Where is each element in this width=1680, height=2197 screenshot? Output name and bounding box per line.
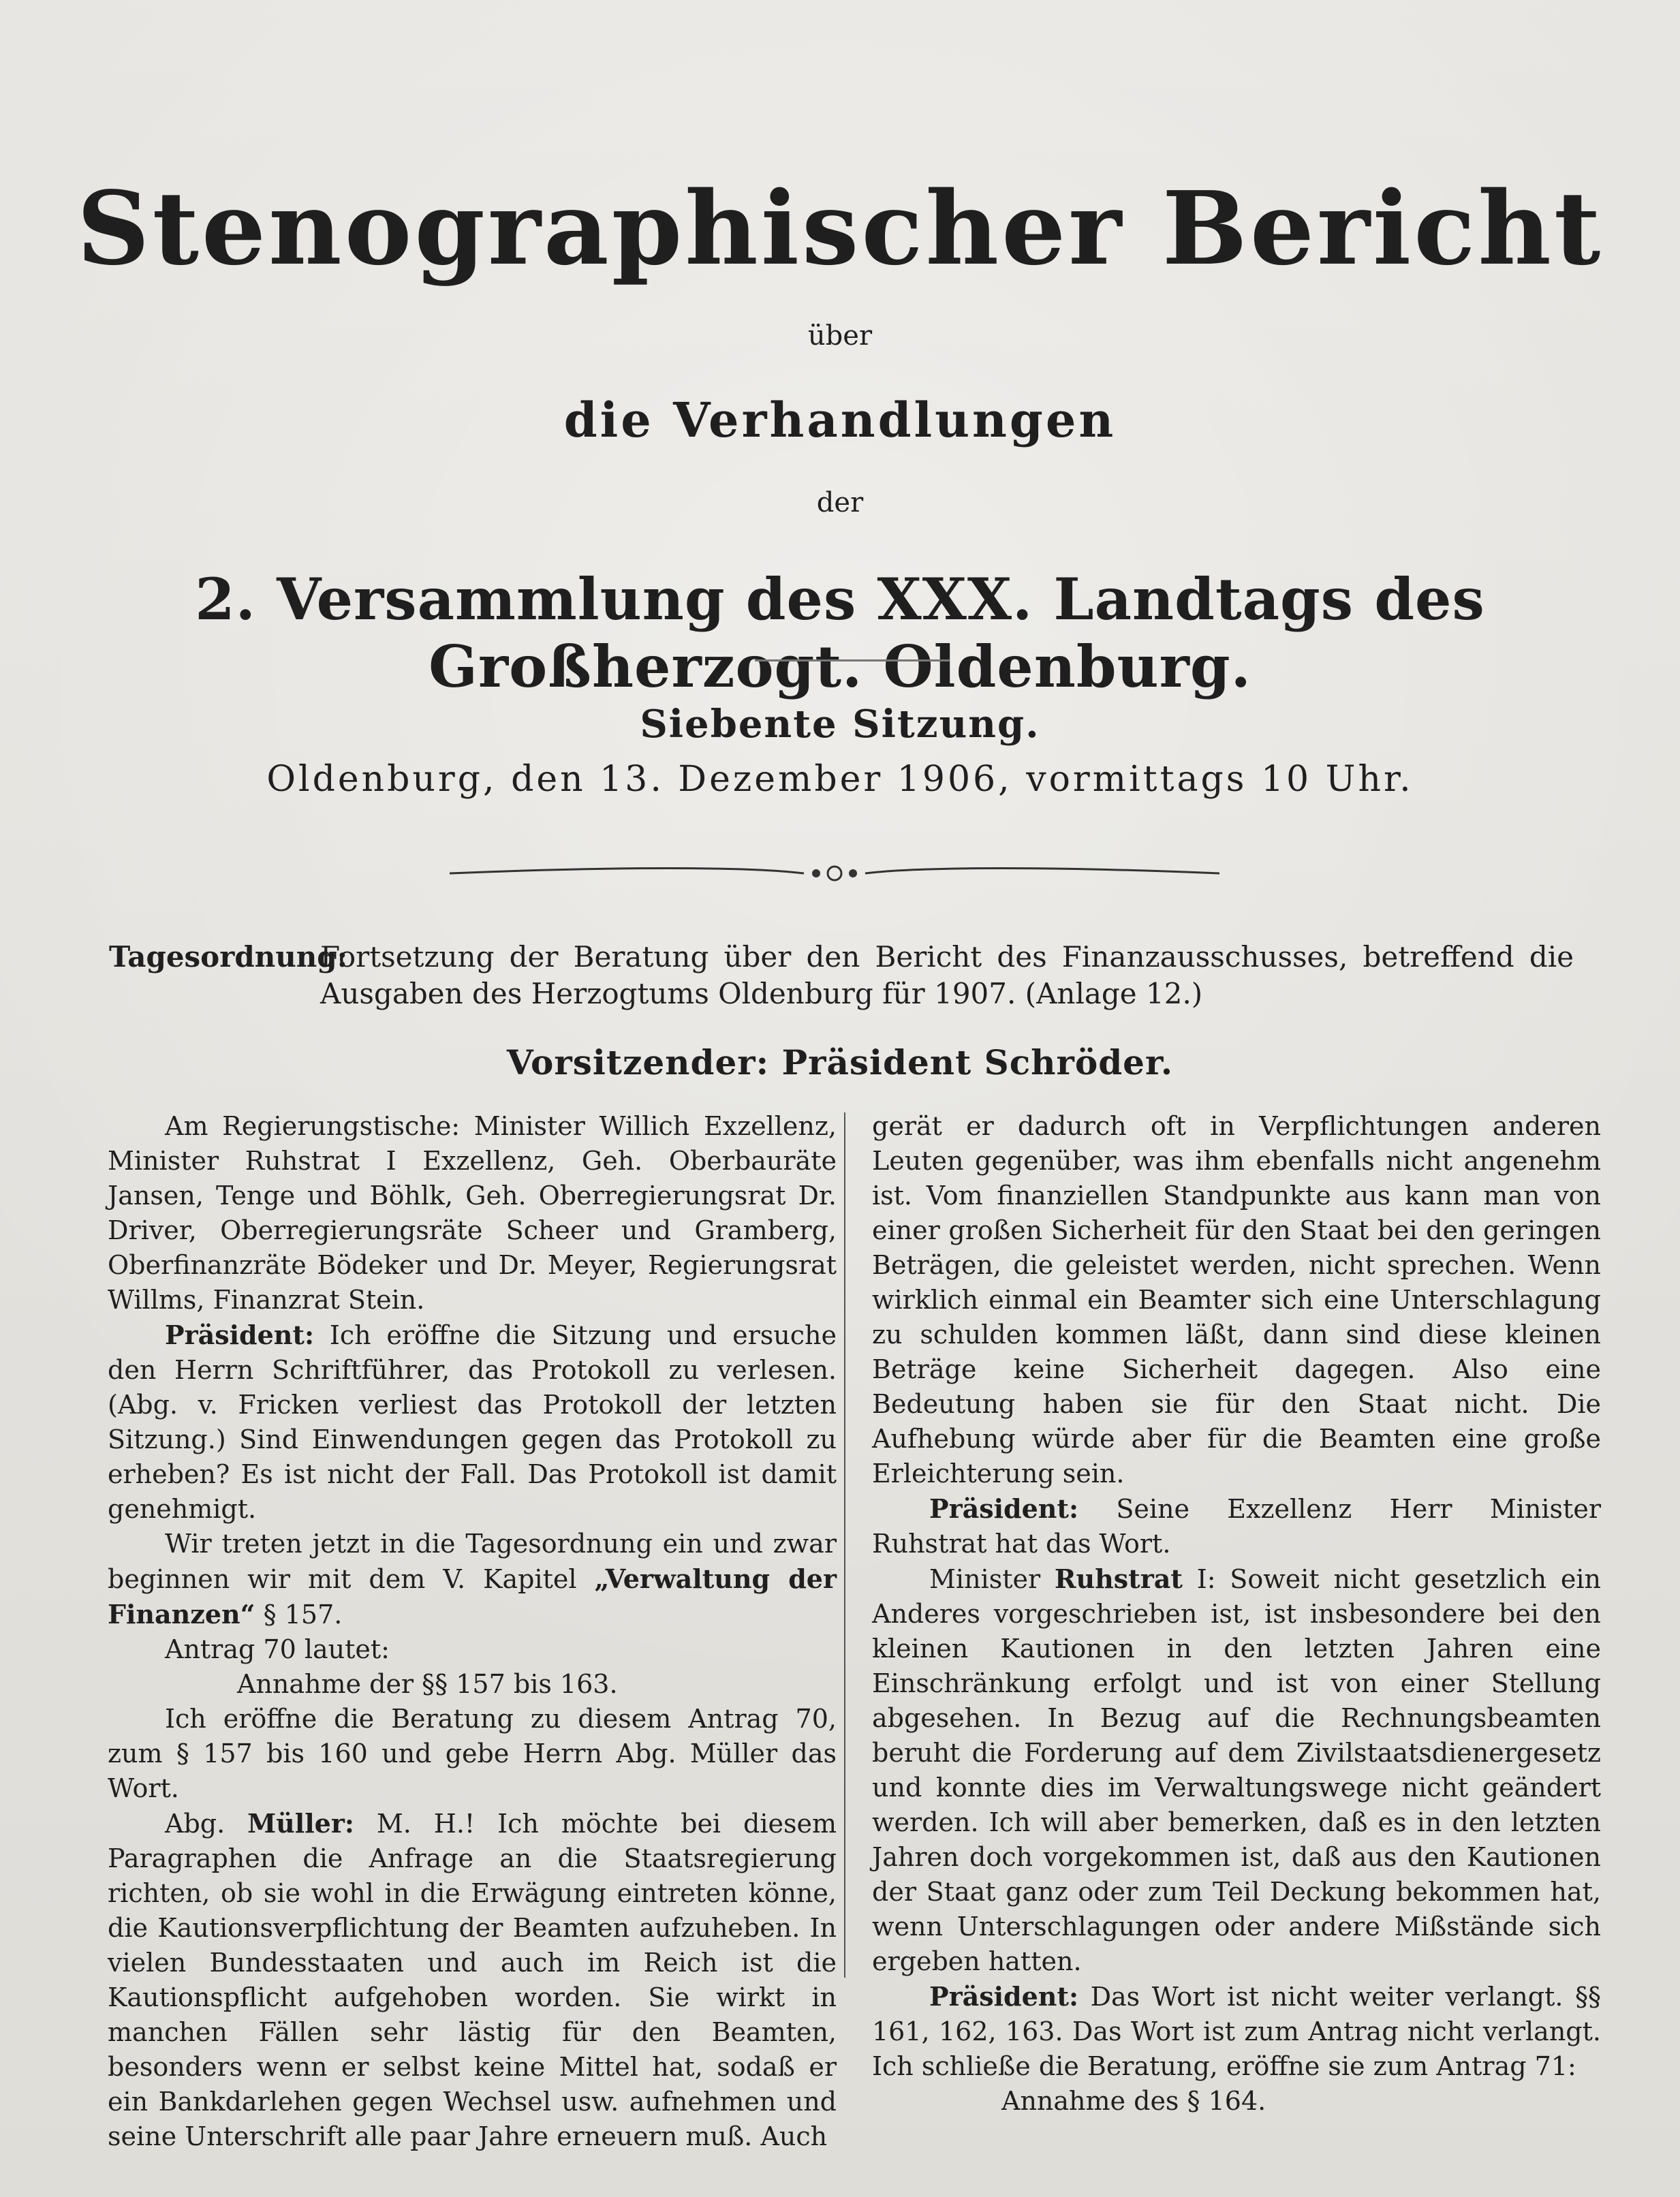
speaker-prefix: Abg. bbox=[165, 1809, 225, 1839]
paragraph-text-a: Wir treten jetzt in die Tagesordnung ein und zwar beginnen wir mit dem V. Kapitel bbox=[108, 1529, 837, 1594]
page-title: Stenographischer Bericht bbox=[76, 169, 1604, 287]
paragraph-text: Ich eröffne die Sitzung und ersuche den Herrn Schriftführer, das Protokoll zu verlesen. (Abg. v. Fricken verliest das Protokoll der letzten Sitzung.) Sind Einwendungen gegen das Protokoll zu erheben? Es ist nicht der Fall. Das Protokoll ist damit genehmigt. bbox=[108, 1320, 837, 1524]
session-place-date: Oldenburg, den 13. Dezember 1906, vormittags 10 Uhr. bbox=[266, 759, 1414, 800]
ueber-line: über bbox=[807, 320, 873, 352]
paragraph-text-b: § 157. bbox=[263, 1600, 343, 1630]
verhandlungen-line: die Verhandlungen bbox=[563, 392, 1117, 448]
der-line: der bbox=[816, 487, 864, 518]
motion-text: Annahme der §§ 157 bis 163. bbox=[237, 1669, 618, 1699]
left-column bbox=[108, 1109, 837, 2154]
agenda-text: Fortsetzung der Beratung über den Bericht des Finanzausschusses, betreffend die Ausgaben des Herzogtums Oldenburg für 1907. (Anlage 12.) bbox=[320, 940, 1574, 1010]
chapter-name: „Verwaltung der Finanzen“ bbox=[108, 1563, 837, 1630]
right-column bbox=[872, 1109, 1601, 2119]
president-opening-paragraph bbox=[108, 1318, 837, 1527]
agenda-opening-paragraph bbox=[108, 1527, 837, 1632]
chair-line: Vorsitzender: Präsident Schröder. bbox=[506, 1042, 1174, 1082]
debate-opening-paragraph: Ich eröffne die Beratung zu diesem Antrag 70, zum § 157 bis 160 und gebe Herrn Abg. Müller das Wort. bbox=[108, 1704, 837, 1803]
attendance-paragraph: Am Regierungstische: Minister Willich Exzellenz, Minister Ruhstrat I Exzellenz, Geh. Oberbauräte Jansen, Tenge und Böhlk, Geh. Oberregierungsrat Dr. Driver, Oberregierungsräte Scheer und Gramberg, Oberfinanzräte Bödeker und Dr. Meyer, Regierungsrat Willms, Finanzrat Stein. bbox=[108, 1111, 837, 1315]
motion-heading: Antrag 70 lautet: bbox=[165, 1634, 390, 1664]
continuation-paragraph: gerät er dadurch oft in Verpflichtungen anderen Leuten gegenüber, was ihm ebenfalls nicht angenehm ist. Vom finanziellen Standpunkte aus kann man von einer großen Sicherheit für den Staat bei den geringen Beträgen, die geleistet werden, nicht sprechen. Wenn wirklich einmal ein Beamter sich eine Unterschlagung zu schulden kommen läßt, dann sind diese kleinen Beträge keine Sicherheit dagegen. Also eine Bedeutung haben sie für den Staat nicht. Die Aufhebung würde aber für die Beamten eine große Erleichterung sein. bbox=[872, 1111, 1601, 1489]
session-number: Siebente Sitzung. bbox=[640, 702, 1040, 747]
paragraph-text: I: Soweit nicht gesetzlich ein Anderes vorgeschrieben ist, ist insbesondere bei den kleinen Kautionen in den letzten Jahren eine Einschränkung erfolgt und ist von einer Stellung abgesehen. In Bezug auf die Rechnungsbeamten beruht die Forderung auf dem Zivilstaatsdienergesetz und konnte dies im Verwaltungswege nicht geändert werden. Ich will aber bemerken, daß es in den letzten Jahren doch vorgekommen ist, daß aus den Kautionen der Staat ganz oder zum Teil Deckung bekommen hat, wenn Unterschlagungen oder andere Mißstände sich ergeben hatten. bbox=[872, 1564, 1601, 1976]
column-divider bbox=[844, 1112, 845, 1978]
speaker-label: Präsident: bbox=[929, 1981, 1079, 2012]
paragraph-text: Das Wort ist nicht weiter verlangt. §§ 161, 162, 163. Das Wort ist zum Antrag nicht verlangt. Ich schließe die Beratung, eröffne sie zum Antrag 71: bbox=[872, 1982, 1601, 2081]
paragraph-text: M. H.! Ich möchte bei diesem Paragraphen die Anfrage an die Staatsregierung richten, ob sie wohl in die Erwägung eintreten könne, die Kautionsverpflichtung der Beamten aufzuheben. In vielen Bundesstaaten und auch im Reich ist die Kautionspflicht aufgehoben worden. Sie wirkt in manchen Fällen sehr lästig für den Beamten, besonders wenn er selbst keine Mittel hat, sodaß er ein Bankdarlehen gegen Wechsel usw. aufnehmen und seine Unterschrift alle paar Jahre erneuern muß. Auch bbox=[108, 1809, 837, 2151]
assembly-line: 2. Versammlung des XXX. Landtags des Großherzogt. Oldenburg. bbox=[195, 565, 1485, 700]
agenda-label: Tagesordnung: bbox=[109, 940, 348, 973]
president-closing-paragraph bbox=[872, 1979, 1601, 2084]
speaker-label: Präsident: bbox=[929, 1493, 1079, 1524]
mueller-paragraph bbox=[108, 1806, 837, 2154]
speaker-label: Ruhstrat bbox=[1054, 1563, 1183, 1594]
final-motion-text: Annahme des § 164. bbox=[1001, 2086, 1266, 2116]
president-paragraph bbox=[872, 1491, 1601, 1561]
speaker-label: Präsident: bbox=[165, 1320, 315, 1350]
minister-paragraph bbox=[872, 1561, 1601, 1979]
short-divider bbox=[755, 659, 950, 661]
paragraph-text: Seine Exzellenz Herr Minister Ruhstrat hat das Wort. bbox=[872, 1494, 1601, 1559]
ornamental-divider bbox=[443, 860, 1226, 887]
speaker-prefix: Minister bbox=[929, 1564, 1041, 1594]
speaker-label: Müller: bbox=[247, 1808, 354, 1839]
